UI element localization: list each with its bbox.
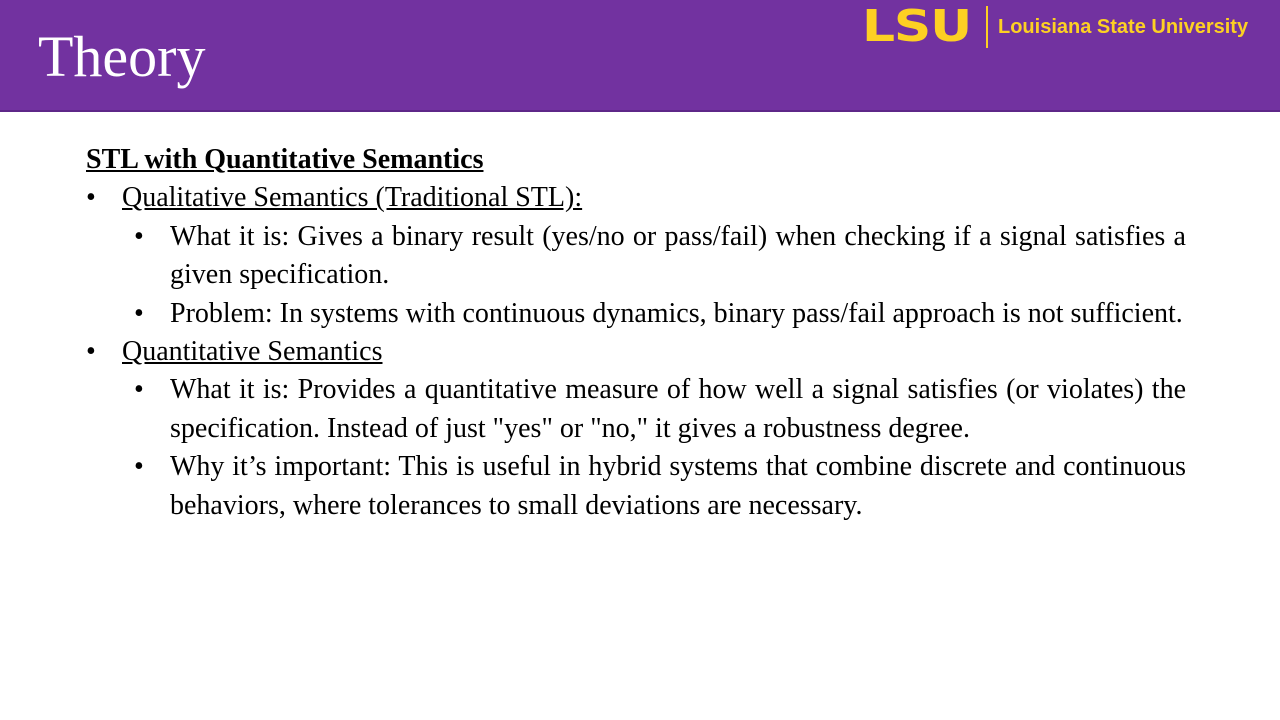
- bullet-label: Qualitative Semantics (Traditional STL):: [122, 182, 583, 214]
- lsu-logo: [862, 6, 1248, 48]
- university-name: Louisiana State University: [998, 15, 1249, 38]
- bullet-qualitative-semantics: [86, 179, 1186, 217]
- bullet-icon: •: [134, 374, 144, 406]
- slide-body: [86, 141, 1186, 525]
- bullet-icon: •: [134, 220, 144, 252]
- section-heading: STL with Quantitative Semantics: [86, 144, 484, 175]
- header-bar: [0, 0, 1280, 112]
- bullet-quantitative-semantics: [86, 333, 1186, 371]
- sub-bullet-text: Problem: In systems with continuous dynamics, binary pass/fail approach is not sufficient.: [170, 297, 1183, 329]
- bullet-label: Quantitative Semantics: [122, 336, 383, 368]
- bullet-icon: •: [134, 451, 144, 483]
- sub-bullet-why-important: [86, 448, 1186, 525]
- sub-bullet-text: Why it’s important: This is useful in hybrid systems that combine discrete and continuous behaviors, where tolerances to small deviations are necessary.: [170, 451, 1186, 521]
- bullet-icon: •: [86, 336, 96, 368]
- sub-bullet-text: What it is: Gives a binary result (yes/no or pass/fail) when checking if a signal satisfies a given specification.: [170, 220, 1186, 291]
- bullet-icon: •: [86, 182, 96, 214]
- sub-bullet-what-it-is: [86, 218, 1186, 295]
- slide-title: Theory: [38, 24, 206, 89]
- bullet-icon: •: [134, 297, 144, 329]
- sub-bullet-what-it-is: [86, 371, 1186, 448]
- sub-bullet-problem: [86, 295, 1186, 333]
- sub-bullet-text: What it is: Provides a quantitative measure of how well a signal satisfies (or violates) the specification. Instead of just "yes" or "no," it gives a robustness degree.: [170, 374, 1186, 444]
- lsu-logo-mark: LSU: [862, 6, 972, 48]
